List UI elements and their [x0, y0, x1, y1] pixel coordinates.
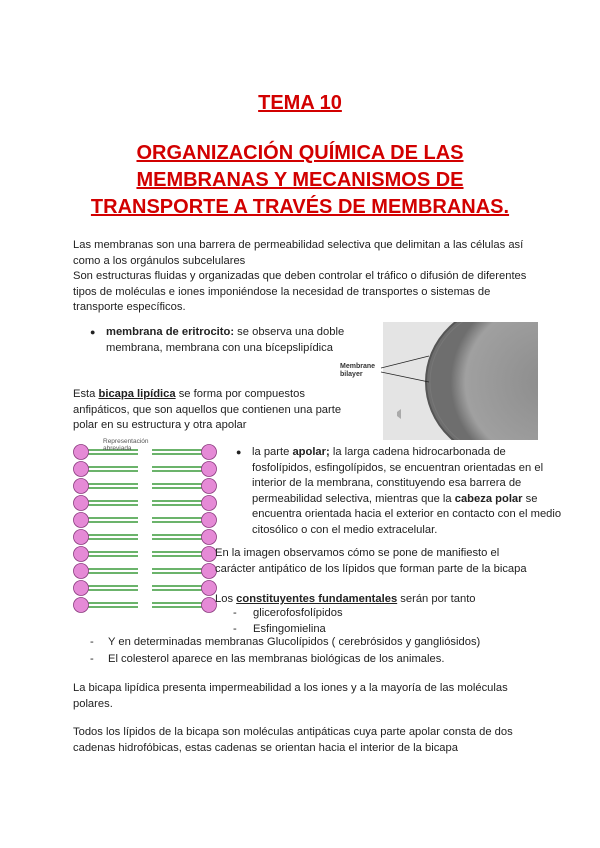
- lipid-head: [74, 445, 89, 460]
- glycolipids-item: - Y en determinadas membranas Glucolípidos ( cerebrósidos y gangliósidos): [90, 635, 558, 651]
- bullet-dot-icon: ●: [236, 447, 242, 457]
- lipid-head: [74, 462, 89, 477]
- apolar-post: se encuentra orientada hacia el exterior en contacto con el medio citosólico o con el medio extracelular.: [252, 492, 562, 536]
- chapter-title-line: TRANSPORTE A TRAVÉS DE MEMBRANAS.: [90, 196, 510, 218]
- constituents-term: constituyentes fundamentales: [236, 593, 398, 605]
- lipid-head: [74, 598, 89, 613]
- apolar-pre: la parte: [252, 446, 293, 458]
- chapter-title: [60, 140, 540, 221]
- tema-heading: TEMA 10: [258, 92, 342, 114]
- bilayer-label: [103, 438, 149, 452]
- bilayer-intro-pre: Esta: [73, 388, 99, 400]
- constituents-post: serán por tanto: [397, 593, 476, 605]
- polar-head-term: cabeza polar: [454, 492, 523, 505]
- bilayer-intro-post: se forma por compuestos anfipáticos, que son aquellos que contienen una parte polar en su estructura y otra apolar: [73, 388, 342, 431]
- membrane-micrograph: [333, 322, 538, 440]
- micrograph-label: [340, 363, 375, 379]
- lipid-bilayer-diagram: [70, 437, 220, 622]
- micrograph-label-line: bilayer: [340, 371, 363, 378]
- bilayer-term: bicapa lipídica: [98, 388, 176, 400]
- intro-paragraph: [73, 238, 533, 316]
- impermeability-paragraph: La bicapa lipídica presenta impermeabilidad a los iones y a la mayoría de las moléculas polares.: [73, 682, 508, 710]
- lipids-paragraph: Todos los lípidos de la bicapa son moléculas antipáticas cuya parte apolar consta de dos cadenas hidrofóbicas, estas cadenas se orientan hacia el interior de la bicapa: [73, 726, 513, 754]
- lipid-head: [202, 445, 217, 460]
- list-item: - Esfingomielina: [233, 622, 433, 638]
- lipid-head: [74, 530, 89, 545]
- lipid-head: [74, 496, 89, 511]
- list-item: - glicerofosfolípidos: [233, 606, 433, 622]
- constituents-list: [233, 606, 433, 637]
- lipid-head: [74, 581, 89, 596]
- chapter-title-line: ORGANIZACIÓN QUÍMICA DE LAS: [136, 142, 464, 164]
- bilayer-intro: [73, 387, 343, 434]
- lipid-head: [202, 462, 217, 477]
- lipid-head: [202, 496, 217, 511]
- lipid-head: [74, 513, 89, 528]
- apolar-term: apolar;: [292, 446, 330, 458]
- bilayer-label-line: Representación: [103, 438, 149, 445]
- apolar-mid: la larga cadena hidrocarbonada de fosfolípidos, esfingolípidos, se encuentran orientadas en el interior de la membrana, constituyendo esa barrera de permeabilidad selectiva, mientras que la: [252, 446, 544, 505]
- micrograph-label-line: Membrane: [340, 363, 376, 370]
- lipid-head: [202, 479, 217, 494]
- apolar-bullet: [232, 445, 562, 538]
- erythrocyte-term: membrana de eritrocito:: [106, 326, 235, 338]
- cholesterol-item: - El colesterol aparece en las membranas biológicas de los animales.: [90, 652, 558, 668]
- lipid-head: [74, 479, 89, 494]
- image-paragraph: En la imagen observamos cómo se pone de manifiesto el carácter antipático de los lípidos que forman parte de la bicapa: [215, 547, 527, 575]
- erythrocyte-bullet: [90, 325, 346, 356]
- constituents-pre: Los: [215, 593, 237, 605]
- intro-line-2: Son estructuras fluidas y organizadas que deben controlar el tráfico o difusión de diferentes tipos de moléculas e iones imponiéndose la necesidad de transportes o sistemas de transporte específicos.: [73, 270, 527, 313]
- lipid-head: [74, 564, 89, 579]
- lipid-head: [202, 530, 217, 545]
- chapter-title-line: MEMBRANAS Y MECANISMOS DE: [136, 169, 464, 191]
- lipid-head: [202, 513, 217, 528]
- bilayer-label-line: abreviada: [103, 445, 132, 452]
- lipid-head: [74, 547, 89, 562]
- intro-line-1: Las membranas son una barrera de permeabilidad selectiva que delimitan a las células así como a los orgánulos subcelulares: [73, 239, 524, 267]
- erythrocyte-text: se observa una doble membrana, membrana con una bícepslipídica: [106, 326, 345, 354]
